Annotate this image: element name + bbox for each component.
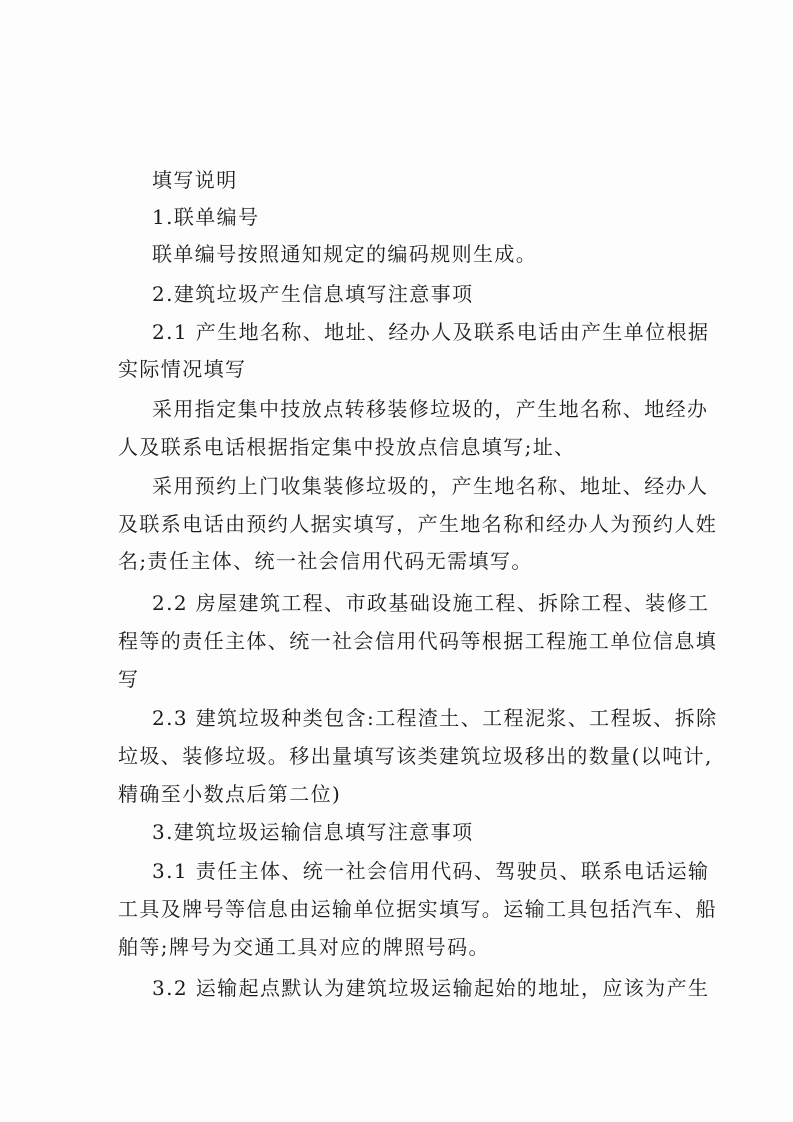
paragraph-line: 精确至小数点后第二位) <box>118 782 342 806</box>
paragraph-line: 3.1 责任主体、统一社会信用代码、驾驶员、联系电话运输 <box>152 859 710 883</box>
paragraph-line: 2.1 产生地名称、地址、经办人及联系电话由产生单位根据 <box>152 320 710 344</box>
paragraph-line: 写 <box>118 667 140 691</box>
section-heading: 1.联单编号 <box>152 205 260 229</box>
paragraph-line: 3.2 运输起点默认为建筑垃圾运输起始的地址，应该为产生 <box>152 976 710 1000</box>
paragraph-line: 人及联系电话根据指定集中投放点信息填写;址、 <box>118 435 576 459</box>
paragraph-line: 程等的责任主体、统一社会信用代码等根据工程施工单位信息填 <box>118 629 718 653</box>
paragraph-line: 实际情况填写 <box>118 357 247 381</box>
paragraph-line: 名;责任主体、统一社会信用代码无需填写。 <box>118 549 533 573</box>
paragraph-line: 2.2 房屋建筑工程、市政基础设施工程、拆除工程、装修工 <box>152 591 710 615</box>
section-heading: 3.建筑垃圾运输信息填写注意事项 <box>152 820 474 844</box>
paragraph-line: 采用指定集中技放点转移装修垃圾的，产生地名称、地经办 <box>152 397 709 421</box>
paragraph-line: 垃圾、装修垃圾。移出量填写该类建筑垃圾移出的数量(以吨计, <box>118 744 713 768</box>
paragraph-line: 采用预约上门收集装修垃圾的，产生地名称、地址、经办人 <box>152 474 709 498</box>
paragraph-line: 舶等;牌号为交通工具对应的牌照号码。 <box>118 935 490 959</box>
document-heading: 填写说明 <box>152 168 238 192</box>
paragraph-line: 联单编号按照通知规定的编码规则生成。 <box>152 242 538 266</box>
paragraph-line: 及联系电话由预约人据实填写，产生地名称和经办人为预约人姓 <box>118 512 718 536</box>
paragraph-line: 2.3 建筑垃圾种类包含:工程渣土、工程泥浆、工程坂、拆除 <box>152 706 718 730</box>
paragraph-line: 工具及牌号等信息由运输单位据实填写。运输工具包括汽车、船 <box>118 897 718 921</box>
section-heading: 2.建筑垃圾产生信息填写注意事项 <box>152 282 474 306</box>
